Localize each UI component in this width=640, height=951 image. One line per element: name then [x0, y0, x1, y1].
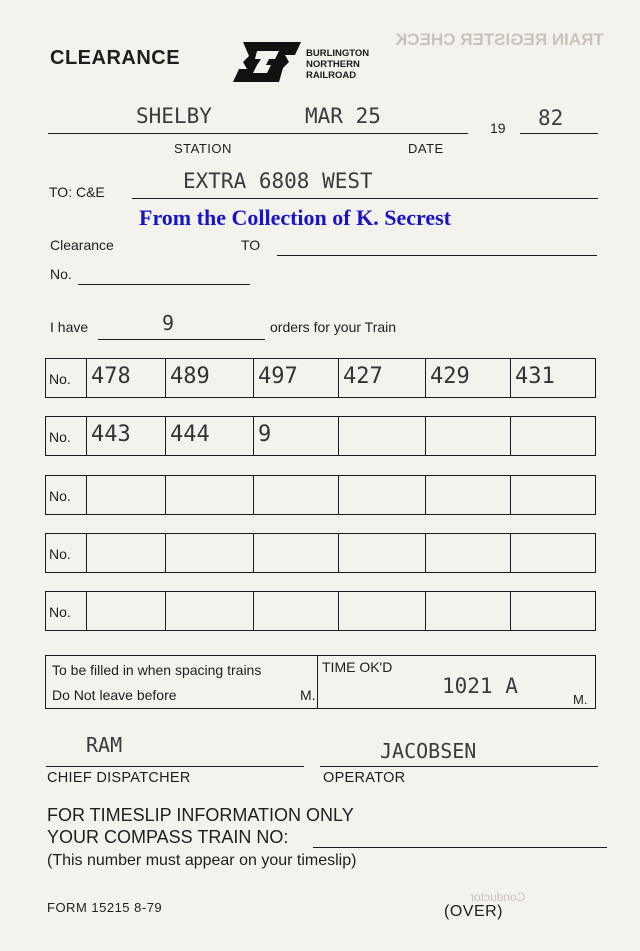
- order-cell: [425, 359, 510, 397]
- time-okd-value: 1021 A: [442, 674, 518, 698]
- order-number: 497: [258, 364, 298, 389]
- order-cell: [86, 534, 165, 572]
- order-cell: [165, 359, 253, 397]
- burlington-northern-logo: [233, 41, 383, 83]
- order-row-label: No.: [49, 371, 71, 387]
- order-row-label: No.: [49, 488, 71, 504]
- order-row: [45, 475, 596, 515]
- order-cell: [86, 592, 165, 630]
- form-title: CLEARANCE: [50, 47, 181, 69]
- dispatcher-value: RAM: [86, 733, 123, 757]
- order-cell: [338, 417, 425, 455]
- railroad-name-line: NORTHERN: [306, 59, 360, 70]
- to-label: TO: C&E: [49, 184, 105, 200]
- timeslip-heading: FOR TIMESLIP INFORMATION ONLY: [47, 805, 354, 825]
- date-label: DATE: [408, 141, 444, 156]
- order-cell: [510, 476, 597, 514]
- compass-train-label: YOUR COMPASS TRAIN NO:: [47, 827, 289, 847]
- year-line: [520, 133, 598, 134]
- station-label: STATION: [174, 141, 232, 156]
- collection-watermark: From the Collection of K. Secrest: [139, 205, 451, 230]
- year-prefix: 19: [490, 120, 506, 136]
- spacing-box: [45, 655, 596, 709]
- time-m-label: M.: [573, 692, 588, 707]
- order-number: 478: [91, 364, 131, 389]
- order-cell: [165, 592, 253, 630]
- leave-m-label: M.: [300, 687, 316, 703]
- order-cell: [165, 476, 253, 514]
- order-number: 429: [430, 364, 470, 389]
- to-line: [132, 198, 598, 199]
- order-cell: [425, 534, 510, 572]
- clearance-no-line: [78, 284, 250, 285]
- over-label: (OVER): [444, 903, 503, 920]
- bleedthrough-text: Conductor: [470, 890, 526, 904]
- order-cell: [338, 592, 425, 630]
- time-okd-label: TIME OK'D: [322, 659, 393, 675]
- order-cell: [86, 359, 165, 397]
- order-cell: [253, 592, 338, 630]
- orders-prefix: I have: [50, 319, 89, 335]
- order-number: 427: [343, 364, 383, 389]
- order-cell: [510, 417, 597, 455]
- clearance-to-line: [277, 255, 597, 256]
- operator-line: [320, 766, 598, 767]
- order-row: [45, 533, 596, 573]
- order-cell: [253, 417, 338, 455]
- year-value: 82: [538, 106, 564, 130]
- orders-count: 9: [162, 311, 175, 335]
- orders-count-line: [98, 339, 265, 340]
- order-cell: [338, 359, 425, 397]
- timeslip-note: (This number must appear on your timeslip): [47, 852, 357, 869]
- railroad-name-line: RAILROAD: [306, 70, 357, 81]
- dispatcher-line: [46, 766, 304, 767]
- railroad-name-line: BURLINGTON: [306, 48, 370, 59]
- bn-logo-icon: [233, 41, 305, 83]
- order-cell: [86, 417, 165, 455]
- order-cell: [253, 359, 338, 397]
- to-value: EXTRA 6808 WEST: [183, 169, 373, 193]
- clearance-label: Clearance: [50, 237, 114, 253]
- compass-train-line: [313, 847, 607, 848]
- order-cell: [338, 534, 425, 572]
- railroad-name: [306, 48, 369, 81]
- order-number: 443: [91, 422, 131, 447]
- clearance-to-label: TO: [241, 237, 261, 253]
- order-row: [45, 358, 596, 398]
- order-number: 431: [515, 364, 555, 389]
- date-value: MAR 25: [305, 104, 381, 128]
- order-cell: [425, 592, 510, 630]
- order-cell: [510, 592, 597, 630]
- order-row: [45, 591, 596, 631]
- order-cell: [425, 417, 510, 455]
- order-cell: [510, 359, 597, 397]
- operator-label: OPERATOR: [323, 770, 406, 786]
- dispatcher-label: CHIEF DISPATCHER: [47, 770, 191, 786]
- order-row: [45, 416, 596, 456]
- spacing-instruction: To be filled in when spacing trains: [52, 662, 262, 678]
- order-cell: [165, 534, 253, 572]
- station-value: SHELBY: [136, 104, 212, 128]
- order-row-label: No.: [49, 546, 71, 562]
- order-cell: [338, 476, 425, 514]
- orders-suffix: orders for your Train: [270, 319, 397, 335]
- order-row-label: No.: [49, 429, 71, 445]
- order-cell: [510, 534, 597, 572]
- order-number: 9: [258, 422, 272, 447]
- order-cell: [253, 534, 338, 572]
- operator-value: JACOBSEN: [380, 739, 477, 763]
- spacing-divider: [317, 656, 318, 708]
- station-date-line: [48, 133, 468, 134]
- order-number: 444: [170, 422, 210, 447]
- order-cell: [425, 476, 510, 514]
- bleedthrough-text: TRAIN REGISTER CHECK: [395, 30, 604, 49]
- order-cell: [86, 476, 165, 514]
- order-cell: [253, 476, 338, 514]
- clearance-no-label: No.: [50, 266, 72, 282]
- form-number: FORM 15215 8-79: [47, 900, 163, 915]
- order-cell: [165, 417, 253, 455]
- order-row-label: No.: [49, 604, 71, 620]
- do-not-leave-label: Do Not leave before: [52, 687, 177, 703]
- order-number: 489: [170, 364, 210, 389]
